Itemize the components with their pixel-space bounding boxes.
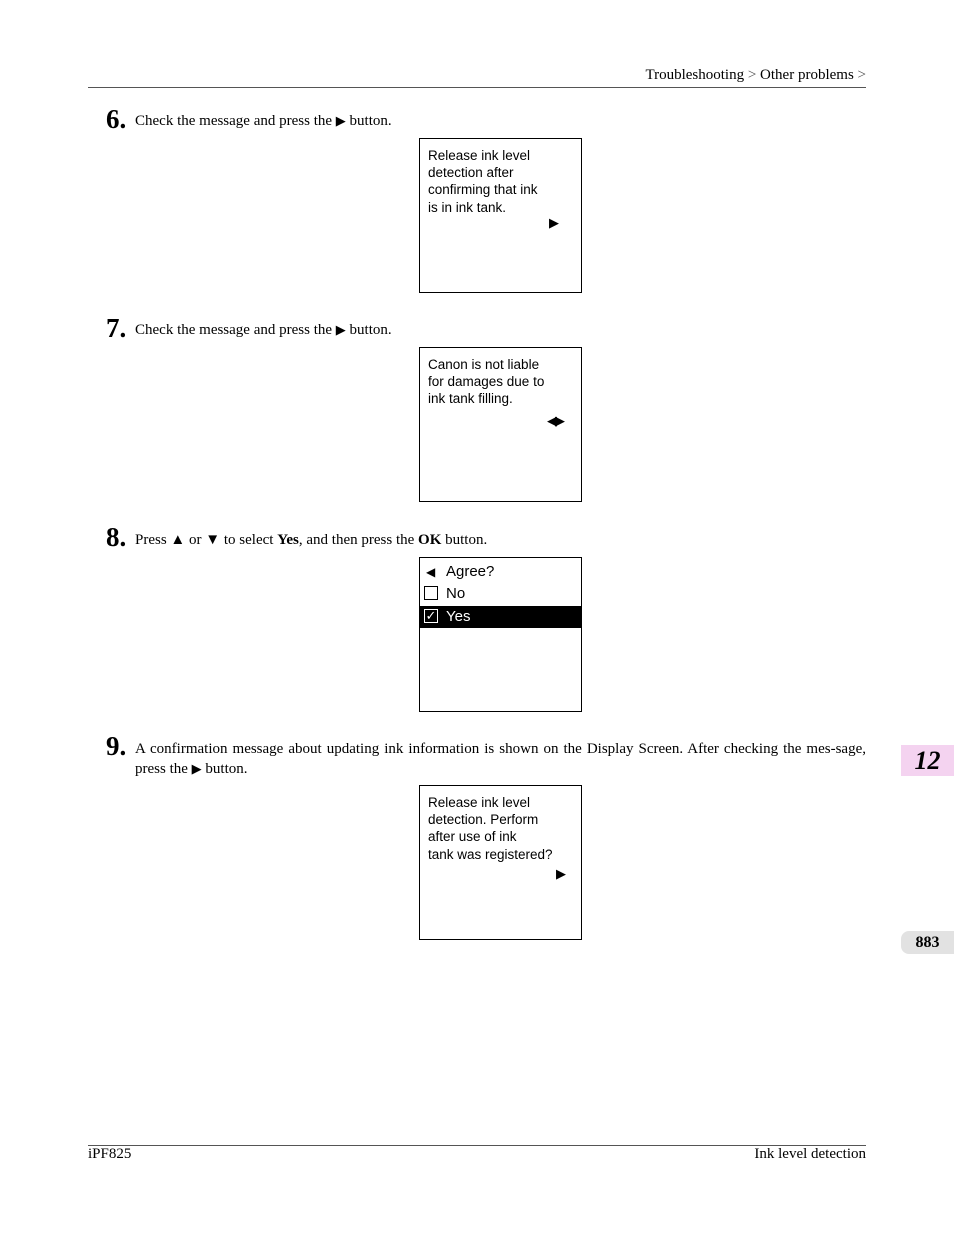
footer-section-title: Ink level detection bbox=[754, 1146, 866, 1162]
right-arrow-icon: ▶ bbox=[556, 866, 566, 881]
instruction-text: Check the message and press the bbox=[135, 322, 333, 338]
display-line: Canon is not liable bbox=[428, 357, 540, 372]
instruction-text: , and then press the bbox=[298, 532, 415, 548]
display-message bbox=[428, 147, 538, 216]
display-message bbox=[428, 356, 544, 408]
display-line: Release ink level bbox=[428, 795, 531, 810]
instruction-text: or bbox=[189, 532, 202, 548]
display-line: confirming that ink bbox=[428, 182, 538, 198]
step-instruction bbox=[135, 111, 392, 132]
chapter-tab[interactable]: 12 bbox=[901, 745, 954, 776]
display-line: Release ink level bbox=[428, 148, 531, 163]
right-arrow-icon: ▶ bbox=[335, 323, 346, 338]
breadcrumb-separator: > bbox=[747, 67, 757, 83]
display-line: is in ink tank. bbox=[428, 199, 507, 215]
display-screen bbox=[419, 138, 582, 293]
step-number: 9. bbox=[106, 731, 127, 761]
up-arrow-icon: ▲ bbox=[170, 532, 186, 548]
step-number: 6. bbox=[106, 104, 127, 134]
page-number-tab: 883 bbox=[901, 931, 954, 954]
checkbox-checked-icon[interactable]: ✓ bbox=[425, 608, 437, 623]
step-instruction bbox=[135, 739, 866, 780]
display-line: tank was registered? bbox=[428, 846, 553, 862]
instruction-text: button. bbox=[205, 761, 248, 777]
checkbox-icon[interactable] bbox=[424, 586, 438, 600]
back-arrow-icon: ◀ bbox=[426, 565, 436, 579]
option-label: Yes bbox=[446, 608, 471, 625]
display-message bbox=[428, 794, 553, 863]
breadcrumb-separator: > bbox=[857, 67, 866, 83]
menu-option-yes[interactable] bbox=[420, 606, 581, 628]
instruction-text: button. bbox=[349, 322, 392, 338]
instruction-text: to select bbox=[223, 532, 274, 548]
right-arrow-icon: ▶ bbox=[335, 114, 346, 129]
display-line: for damages due to bbox=[428, 374, 545, 390]
display-line: ink tank filling. bbox=[428, 391, 513, 407]
instruction-text: Check the message and press the bbox=[135, 113, 333, 129]
display-screen bbox=[419, 557, 582, 712]
right-arrow-icon: ▶ bbox=[549, 215, 559, 230]
display-line: detection after bbox=[428, 165, 514, 181]
option-label: No bbox=[446, 585, 466, 602]
footer-rule bbox=[88, 1145, 866, 1146]
yes-keyword: Yes bbox=[277, 532, 299, 548]
down-arrow-icon: ▼ bbox=[205, 532, 221, 548]
step-instruction bbox=[135, 530, 487, 550]
instruction-text: button. bbox=[445, 532, 488, 548]
display-line: detection. Perform bbox=[428, 812, 539, 828]
step-number: 8. bbox=[106, 522, 127, 552]
menu-option-no[interactable] bbox=[420, 583, 581, 605]
header-rule bbox=[88, 87, 866, 88]
left-right-arrow-icon: ◀▶ bbox=[547, 413, 563, 428]
ok-button-keyword: OK bbox=[418, 532, 442, 548]
instruction-text: Press bbox=[135, 532, 167, 548]
menu-title-row bbox=[420, 561, 581, 583]
step-number: 7. bbox=[106, 313, 127, 343]
breadcrumb-item-other-problems[interactable]: Other problems bbox=[760, 67, 854, 83]
display-screen bbox=[419, 347, 582, 502]
step-instruction bbox=[135, 320, 392, 341]
display-line: after use of ink bbox=[428, 829, 517, 845]
menu-title: Agree? bbox=[446, 563, 495, 580]
instruction-text: button. bbox=[349, 113, 392, 129]
breadcrumb bbox=[645, 67, 866, 84]
breadcrumb-item-troubleshooting[interactable]: Troubleshooting bbox=[645, 67, 745, 83]
instruction-text: A confirmation message about updating ink information is shown on the Display Screen. After checking the mes-sage, press the bbox=[135, 741, 866, 777]
right-arrow-icon: ▶ bbox=[191, 762, 202, 777]
display-screen bbox=[419, 785, 582, 940]
footer-model-name: iPF825 bbox=[88, 1146, 132, 1162]
